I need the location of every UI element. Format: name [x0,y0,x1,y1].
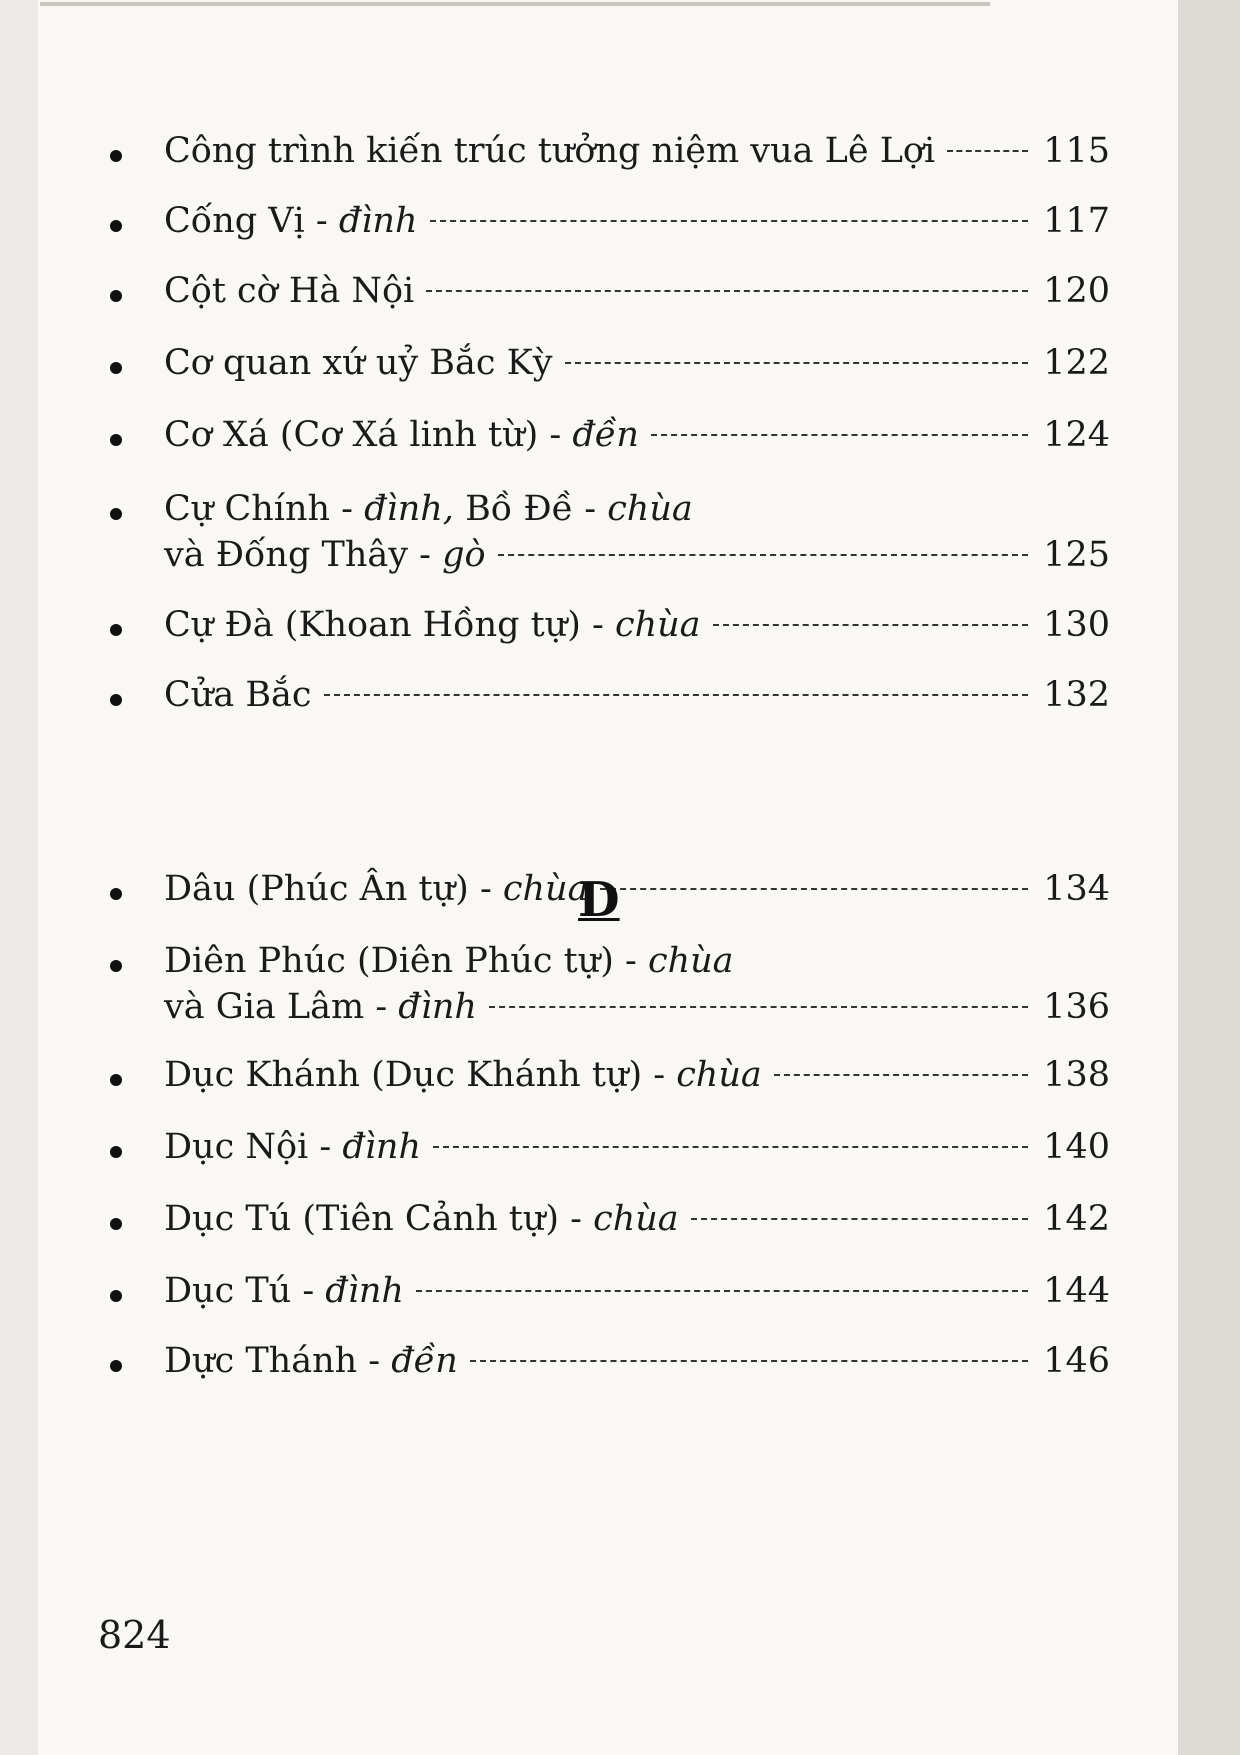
entry-page-number: 142 [1043,1199,1110,1239]
toc-entry-line [164,486,1110,532]
entry-name: Cống Vị - [164,201,339,241]
entry-type: chùa [647,941,734,981]
entry-name: Cự Đà (Khoan Hồng tự) - [164,605,615,645]
dot-leader [416,1290,1028,1292]
bullet-icon [110,1290,122,1302]
toc-entry[interactable] [110,412,1110,458]
page-number: 824 [98,1613,171,1657]
dot-leader [470,1360,1028,1362]
entry-type: đình [342,1127,421,1167]
entry-page-number: 120 [1043,271,1110,311]
bullet-icon [110,888,122,900]
entry-page-number: 115 [1043,131,1110,171]
entry-page-number: 117 [1043,201,1110,241]
entry-page-number: 132 [1043,675,1110,715]
entry-type: chùa [614,605,701,645]
entry-type: đình, [364,489,454,529]
entry-title [164,198,418,244]
entry-title [164,340,553,386]
entry-name: Cửa Bắc [164,675,312,715]
toc-entry-line [164,1124,1110,1170]
entry-title [164,602,701,648]
toc-entry-line [164,1268,1110,1314]
entry-name: Dâu (Phúc Ân tự) - [164,869,503,909]
toc-entry[interactable] [110,340,1110,386]
dot-leader [324,694,1028,696]
toc-entry-line [164,672,1110,718]
entry-name: Bồ Đề - [453,489,608,529]
bullet-icon [110,434,122,446]
dot-leader [489,1006,1028,1008]
entry-page-number: 140 [1043,1127,1110,1167]
toc-entry[interactable] [110,1196,1110,1242]
entry-title [164,268,414,314]
entry-type: đình [398,987,477,1027]
entry-type: chùa [676,1055,762,1095]
entry-title [164,984,477,1030]
bullet-icon [110,624,122,636]
dot-leader [433,1146,1028,1148]
entry-title [164,672,312,718]
dot-leader [691,1218,1028,1220]
dot-leader [947,150,1028,152]
toc-entry[interactable] [110,602,1110,648]
toc-entry[interactable] [110,128,1110,174]
toc-entry-line [164,602,1110,648]
entry-page-number: 136 [1043,987,1110,1027]
entry-title [164,1268,404,1314]
entry-page-number: 134 [1043,869,1110,909]
entry-name: và Gia Lâm - [164,987,399,1027]
entry-name: Dục Khánh (Dục Khánh tự) - [164,1055,677,1095]
dot-leader [713,624,1028,626]
bullet-icon [110,508,122,520]
entry-type: chùa [502,869,589,909]
entry-page-number: 124 [1043,415,1110,455]
toc-entry[interactable] [110,1268,1110,1314]
bullet-icon [110,694,122,706]
toc-entry-line [164,866,1110,912]
entry-page-number: 122 [1043,343,1110,383]
entry-type: đền [391,1341,458,1381]
entry-name: Cơ quan xứ uỷ Bắc Kỳ [164,343,553,383]
toc-entry[interactable] [110,198,1110,244]
entry-title [164,1124,421,1170]
entry-title [164,532,486,578]
entry-name: Công trình kiến trúc tưởng niệm vua Lê Lợi [164,131,936,171]
dot-leader [498,554,1028,556]
page-edge [1178,0,1240,1755]
entry-name: Dực Thánh - [164,1341,392,1381]
entry-name: Diên Phúc (Diên Phúc tự) - [164,941,648,981]
toc-entry[interactable] [110,1124,1110,1170]
toc-entry-line [164,268,1110,314]
entry-name: Cột cờ Hà Nội [164,271,415,311]
top-rule [40,2,990,6]
dot-leader [774,1074,1028,1076]
entry-type: gò [442,535,486,575]
entry-type: đình [338,201,418,241]
entry-title [164,866,588,912]
section-letter-d: D [578,872,620,928]
toc-entry[interactable] [110,1338,1110,1384]
entry-page-number: 144 [1043,1271,1110,1311]
entry-name: Dục Tú - [164,1271,326,1311]
toc-entry-line [164,198,1110,244]
bullet-icon [110,1146,122,1158]
toc-entry-line [164,340,1110,386]
toc-entry[interactable] [110,938,1110,1030]
toc-entry-line [164,1052,1110,1098]
toc-entry-line [164,532,1110,578]
toc-entry[interactable] [110,1052,1110,1098]
toc-entry-line [164,128,1110,174]
entry-name: Dục Nội - [164,1127,343,1167]
dot-leader [426,290,1028,292]
entry-name: và Đống Thây - [164,535,443,575]
entry-page-number: 146 [1043,1341,1110,1381]
bullet-icon [110,362,122,374]
entry-title [164,412,639,458]
entry-type: đền [572,415,639,455]
toc-entry[interactable] [110,672,1110,718]
entry-name: Dục Tú (Tiên Cảnh tự) - [164,1199,594,1239]
entry-page-number: 130 [1043,605,1110,645]
entry-type: đình [325,1271,404,1311]
entry-title [164,486,693,532]
entry-title [164,938,734,984]
toc-entry-line [164,1196,1110,1242]
entry-type: chùa [607,489,693,529]
entry-page-number: 125 [1043,535,1110,575]
entry-page-number: 138 [1043,1055,1110,1095]
dot-leader [565,362,1028,364]
toc-entry-line [164,412,1110,458]
bullet-icon [110,1360,122,1372]
toc-entry-line [164,984,1110,1030]
bullet-icon [110,220,122,232]
bullet-icon [110,1218,122,1230]
entry-title [164,1338,458,1384]
bullet-icon [110,1074,122,1086]
entry-title [164,1196,679,1242]
entry-title [164,1052,762,1098]
toc-entry[interactable] [110,268,1110,314]
toc-entry[interactable] [110,486,1110,578]
entry-type: chùa [593,1199,679,1239]
bullet-icon [110,960,122,972]
dot-leader [651,434,1028,436]
toc-entry-line [164,1338,1110,1384]
entry-title [164,128,935,174]
toc-entry-line [164,938,1110,984]
bullet-icon [110,290,122,302]
entry-name: Cơ Xá (Cơ Xá linh từ) - [164,415,573,455]
entry-name: Cự Chính - [164,489,365,529]
bullet-icon [110,150,122,162]
dot-leader [600,888,1028,890]
dot-leader [430,220,1029,222]
